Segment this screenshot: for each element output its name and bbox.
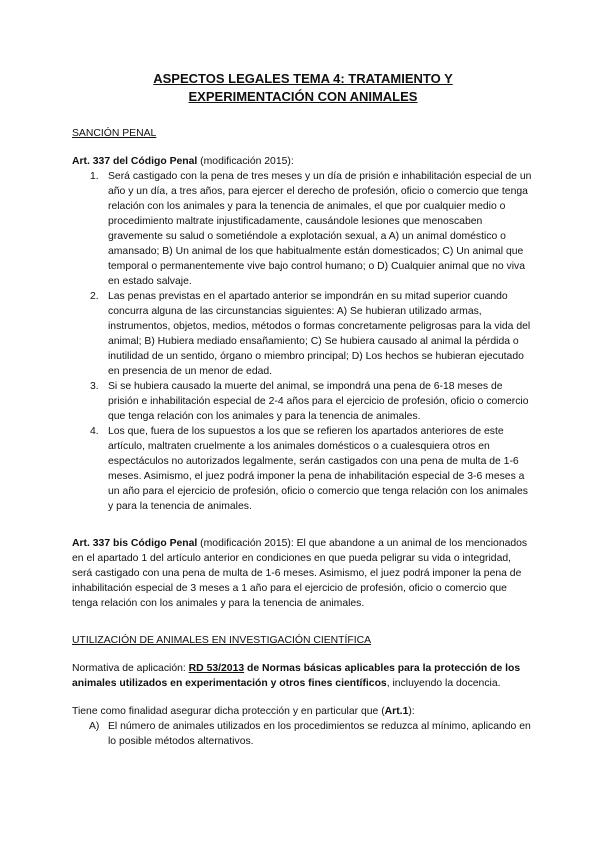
finalidad-art-ref: Art.1 — [384, 706, 409, 717]
art-337-bis-label: Art. 337 bis Código Penal — [72, 538, 198, 549]
list-marker: 4. — [90, 426, 99, 437]
finalidad-prefix: Tiene como finalidad asegurar dicha protección y en particular que ( — [72, 706, 385, 717]
list-marker: A) — [89, 721, 100, 732]
list-marker: 2. — [90, 291, 99, 302]
list-item — [72, 719, 534, 749]
spacer — [72, 611, 534, 633]
document-title — [72, 70, 534, 106]
art-337-note: (modificación 2015): — [197, 156, 294, 167]
document-page — [72, 70, 534, 749]
finalidad-paragraph — [72, 704, 534, 719]
list-marker: 1. — [90, 171, 99, 182]
title-line-2: EXPERIMENTACIÓN CON ANIMALES — [188, 89, 418, 104]
list-marker: 3. — [90, 381, 99, 392]
list-item — [72, 424, 534, 514]
list-item — [72, 289, 534, 379]
normativa-prefix: Normativa de aplicación: — [72, 663, 189, 674]
finalidad-list — [72, 719, 534, 749]
normativa-suffix: , incluyendo la docencia. — [386, 678, 501, 689]
rd-53-2013-link[interactable]: RD 53/2013 — [188, 663, 245, 674]
spacer — [72, 514, 534, 536]
list-item-text: El número de animales utilizados en los procedimientos se reduzca al mínimo, aplicando en lo posible métodos alternativos. — [108, 721, 531, 747]
list-item-text: Será castigado con la pena de tres meses y un día de prisión e inhabilitación especial de un año y un día, a tres años, para ejercer el derecho de profesión, oficio o comercio que tenga relación con los animales y para la tenencia de animales, el que por cualquier medio o procedimiento maltrate injustificadamente, causándole lesiones que menoscaben gravemente su salud o sometiéndole a explotación sexual, a A) un animal doméstico o amansado; B) Un animal de los que habitualmente están domesticados; C) Un animal que temporal o permanentemente vive bajo control humano; o D) Cualquier animal que no viva en estado salvaje. — [108, 171, 532, 287]
list-item — [72, 379, 534, 424]
list-item-text: Las penas previstas en el apartado anterior se impondrán en su mitad superior cuando concurra alguna de las circunstancias siguientes: A) Se hubieran utilizado armas, instrumentos, objetos, medios, métodos o formas concretamente peligrosas para la vida del animal; B) Hubiera mediado ensañamiento; C) Se hubiera causado al animal la pérdida o inutilidad de un sentido, órgano o miembro principal; D) Los hechos se hubieran ejecutado en presencia de un menor de edad. — [108, 291, 531, 377]
section-heading-investigacion: UTILIZACIÓN DE ANIMALES EN INVESTIGACIÓN CIENTÍFICA — [72, 635, 372, 646]
finalidad-suffix: ): — [408, 706, 415, 717]
art-337-list — [72, 169, 534, 514]
title-line-1: ASPECTOS LEGALES TEMA 4: TRATAMIENTO Y — [153, 71, 453, 86]
section-heading-sancion-penal: SANCIÓN PENAL — [72, 128, 157, 139]
spacer — [72, 691, 534, 704]
normativa-paragraph — [72, 661, 534, 691]
art-337-bis-text: (modificación 2015): El que abandone a un animal de los mencionados en el apartado 1 del artículo anterior en condiciones en que pueda peligrar su vida o integridad, será castigado con una pena de multa de 1-6 meses. Asimismo, el juez podrá imponer la pena de inhabilitación especial de 3 meses a 1 año para el ejercicio de profesión, oficio o comercio que tenga relación con los animales y para la tenencia de animales. — [72, 538, 528, 609]
list-item — [72, 169, 534, 289]
list-item-text: Los que, fuera de los supuestos a los que se refieren los apartados anteriores de este artículo, maltraten cruelmente a los animales domésticos o a cualesquiera otros en espectáculos no autorizados legalmente, serán castigados con una pena de multa de 1-6 meses. Asimismo, el juez podrá imponer la pena de inhabilitación especial de 3-6 meses a un año para el ejercicio de profesión, oficio o comercio que tenga relación con los animales y para la tenencia de animales. — [108, 426, 528, 512]
normativa-bold-text: de Normas básicas aplicables para la protección de los animales utilizados en experimentación y otros fines científicos — [72, 663, 521, 689]
art-337-intro — [72, 154, 534, 169]
art-337-bis-paragraph — [72, 536, 534, 611]
list-item-text: Si se hubiera causado la muerte del animal, se impondrá una pena de 6-18 meses de prisión e inhabilitación especial de 2-4 años para el ejercicio de profesión, oficio o comercio que tenga relación con los animales y para la tenencia de animales. — [108, 381, 529, 422]
art-337-label: Art. 337 del Código Penal — [72, 156, 198, 167]
